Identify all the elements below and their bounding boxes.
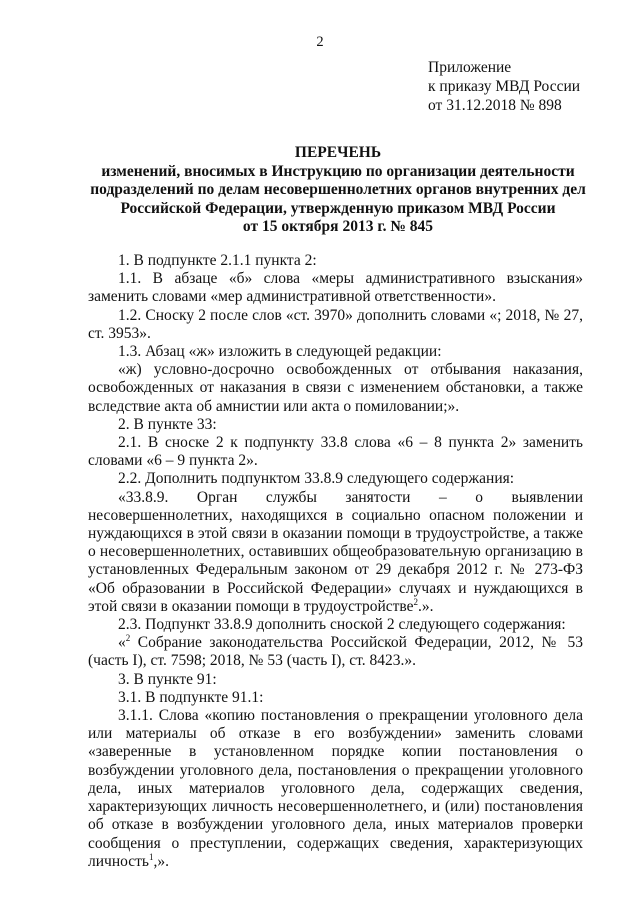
paragraph-3: 3. В пункте 91: <box>118 670 217 688</box>
paragraph-2-3: 2.3. Подпункт 33.8.9 дополнить сноской 2 следующего содержания: <box>118 616 566 634</box>
title-line-3: Российской Федерации, утвержденную приказом МВД России <box>120 199 556 217</box>
document-title <box>88 144 588 236</box>
paragraph-1-1: 1.1. В абзаце «б» слова «меры административного взыскания» заменить словами «мер административной ответственности». <box>88 270 583 306</box>
paragraph-33-8-9-text: «33.8.9. Орган службы занятости – о выявлении несовершеннолетних, находящихся в социально опасном положении и нуждающихся в этой связи в оказании помощи в трудоустройстве, а также о несовершеннолетних, оставивших общеобразовательную организацию в установленных Федеральным законом от 29 декабря 2012 г. № 273-ФЗ «Об образовании в Российской Федерации» случаях и нуждающихся в этой связи в оказании помощи в трудоустройстве <box>88 488 583 615</box>
paragraph-quote-zh: «ж) условно-досрочно освобожденных от отбывания наказания, освобожденных от наказания в связи с изменением обстановки, а также вследствие акта об амнистии или акта о помиловании;». <box>88 361 583 415</box>
paragraph-1-3: 1.3. Абзац «ж» изложить в следующей редакции: <box>118 343 442 361</box>
title-line-2: подразделений по делам несовершеннолетних органов внутренних дел <box>90 181 586 199</box>
paragraph-3-1: 3.1. В подпункте 91.1: <box>118 688 264 706</box>
paragraph-footnote-2 <box>88 634 583 670</box>
appendix-line-1: Приложение <box>428 59 512 76</box>
title-line-4: от 15 октября 2013 г. № 845 <box>242 217 434 235</box>
paragraph-2-2: 2.2. Дополнить подпунктом 33.8.9 следующего содержания: <box>118 470 515 488</box>
title-line-1: изменений, вносимых в Инструкцию по организации деятельности <box>101 163 575 181</box>
paragraph-33-8-9 <box>88 489 583 616</box>
paragraph-2-1: 2.1. В сноске 2 к подпункту 33.8 слова «6 – 8 пункта 2» заменить словами «6 – 9 пункта 2». <box>88 434 583 470</box>
footnote-marker: 1 <box>148 851 154 862</box>
footnote-text: Собрание законодательства Российской Федерации, 2012, № 53 (часть I), ст. 7598; 2018, № 53 (часть I), ст. 8423.». <box>88 634 583 670</box>
paragraph-3-1-1-text: 3.1.1. Слова «копию постановления о прекращении уголовного дела или материалы об отказе в его возбуждении» заменить словами «заверенные в установленном порядке копии постановления о возбуждении уголовного дела, постановления о прекращении уголовного дела, иных материалов уголовного дела, содержащих сведения, характеризующих личность несовершеннолетнего, и (или) постановления об отказе в возбуждении уголовного дела, иных материалов проверки сообщения о преступлении, содержащих сведения, характеризующих личность <box>88 707 583 870</box>
footnote-marker: 2 <box>413 596 419 607</box>
appendix-header <box>428 58 580 115</box>
paragraph-2: 2. В пункте 33: <box>118 415 217 433</box>
paragraph-3-1-1 <box>88 707 583 871</box>
title-heading: ПЕРЕЧЕНЬ <box>294 144 382 161</box>
paragraph-33-8-9-end: .». <box>418 597 434 615</box>
appendix-line-3: от 31.12.2018 № 898 <box>428 97 562 114</box>
appendix-line-2: к приказу МВД России <box>428 78 581 95</box>
paragraph-3-1-1-end: ,». <box>153 852 169 870</box>
paragraph-1: 1. В подпункте 2.1.1 пункта 2: <box>118 252 317 269</box>
page-number: 2 <box>316 34 324 50</box>
footnote-open-quote: « <box>118 634 126 652</box>
document-body <box>88 252 583 871</box>
paragraph-1-2: 1.2. Сноску 2 после слов «ст. 3970» дополнить словами «; 2018, № 27, ст. 3953». <box>88 306 583 342</box>
footnote-marker: 2 <box>125 633 131 644</box>
